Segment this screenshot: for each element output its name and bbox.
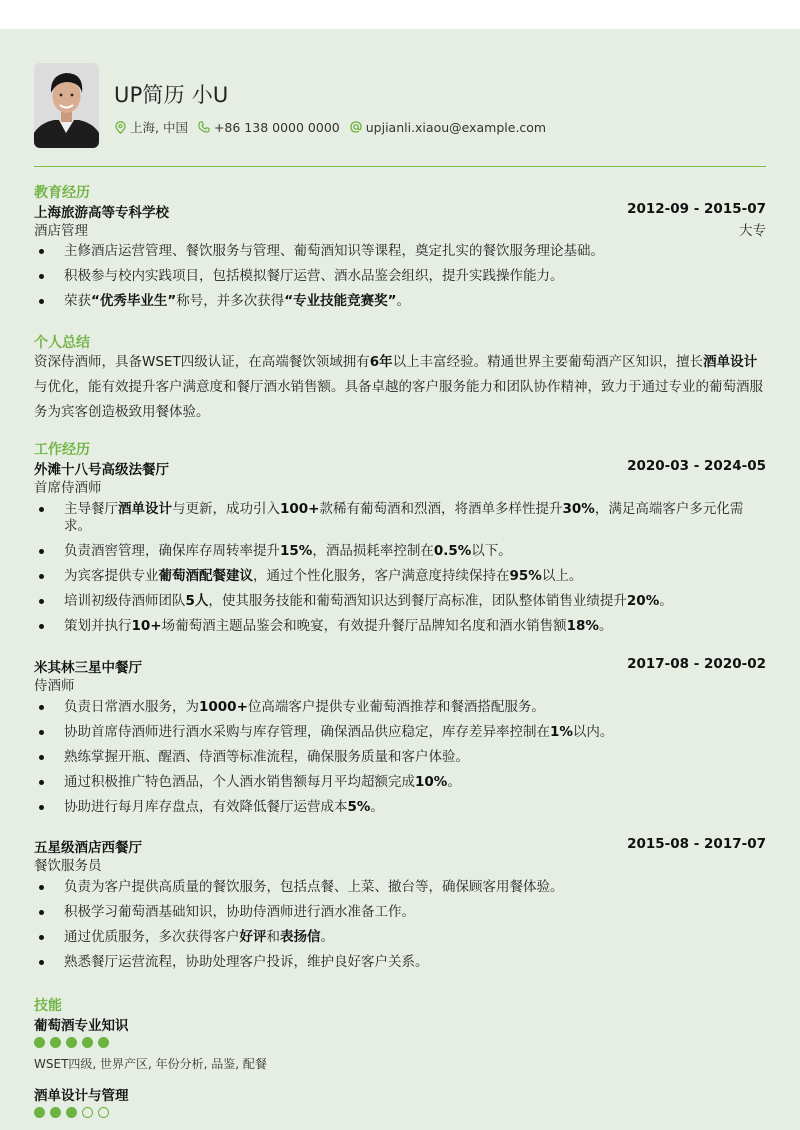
bullet-item [34, 774, 764, 791]
bullet-item [34, 749, 764, 766]
job-row [34, 458, 766, 478]
text-segment: 主导餐厅 [64, 501, 118, 517]
text-segment: 为宾客提供专业 [64, 568, 159, 584]
skill-dot-filled [50, 1037, 61, 1048]
text-segment: 。 [659, 593, 673, 609]
job-bullets [34, 879, 766, 979]
skill-dot-filled [34, 1107, 45, 1118]
job-row [34, 656, 766, 676]
bullet-item [34, 879, 764, 896]
bullet-item [34, 293, 764, 310]
emphasis-text: 18% [566, 618, 599, 634]
bullet-item [34, 268, 764, 285]
job-bullets [34, 501, 766, 643]
text-segment: 负责为客户提供高质量的餐饮服务，包括点餐、上菜、撤台等，确保顾客用餐体验。 [64, 879, 564, 895]
text-segment: 以上丰富经验。精通世界主要葡萄酒产区知识，擅长 [392, 354, 704, 370]
bullet-item [34, 929, 764, 946]
skill-dot-filled [66, 1107, 77, 1118]
skill-dot-empty [82, 1107, 93, 1118]
resume-page [0, 29, 800, 1130]
education-degree: 大专 [739, 223, 766, 239]
text-segment: 积极学习葡萄酒基础知识，协助侍酒师进行酒水准备工作。 [64, 904, 415, 920]
text-segment: 熟悉餐厅运营流程，协助处理客户投诉，维护良好客户关系。 [64, 954, 429, 970]
header-divider [34, 166, 766, 167]
avatar [34, 63, 99, 148]
summary-text [34, 350, 766, 425]
skill-name: 酒单设计与管理 [34, 1088, 129, 1104]
text-segment: 。 [598, 618, 613, 634]
contact-phone[interactable] [198, 120, 340, 135]
emphasis-text: 1% [550, 724, 573, 740]
text-segment: 协助首席侍酒师进行酒水采购与库存管理，确保酒品供应稳定，库存差异率控制在 [64, 724, 550, 740]
resume-header [34, 63, 766, 149]
skill-dot-empty [98, 1107, 109, 1118]
contact-line [115, 118, 556, 136]
text-segment: 以下。 [471, 543, 512, 559]
school-name: 上海旅游高等专科学校 [34, 205, 169, 221]
bullet-item [34, 243, 764, 260]
skill-dot-filled [34, 1037, 45, 1048]
job-dates: 2015-08 - 2017-07 [627, 836, 766, 852]
text-segment: ，通过个性化服务，客户满意度持续保持在 [253, 568, 510, 584]
emphasis-text: 0.5% [433, 543, 472, 559]
emphasis-text: 酒单设计 [703, 354, 758, 370]
text-segment: ，酒品损耗率控制在 [312, 543, 434, 559]
text-segment: 和 [266, 929, 280, 945]
bullet-item [34, 593, 764, 610]
text-segment: 通过优质服务，多次获得客户 [64, 929, 240, 945]
text-segment: 与优化，能有效提升客户满意度和餐厅酒水销售额。具备卓越的客户服务能力和团队协作精神，致力于通过专业的葡萄酒服务为宾客创造极致用餐体验。 [34, 379, 763, 420]
location-pin-icon [115, 121, 126, 134]
text-segment: 协助进行每月库存盘点，有效降低餐厅运营成本 [64, 799, 348, 815]
avatar-photo [34, 63, 99, 148]
emphasis-text: 酒单设计 [118, 501, 172, 517]
job-bullets [34, 699, 766, 824]
emphasis-text: 100+ [280, 501, 320, 517]
emphasis-text: 95% [509, 568, 542, 584]
skill-level-dots [34, 1107, 114, 1118]
job-company: 五星级酒店西餐厅 [34, 840, 142, 856]
text-segment: 。 [320, 929, 334, 945]
emphasis-text: 1000+ [199, 699, 248, 715]
text-segment: 款稀有葡萄酒和烈酒，将酒单多样性提升 [319, 501, 563, 517]
at-sign-icon [350, 121, 362, 133]
bullet-item [34, 954, 764, 971]
text-segment: 与更新，成功引入 [172, 501, 280, 517]
job-row [34, 836, 766, 856]
bullet-item [34, 501, 764, 535]
text-segment: 位高端客户提供专业葡萄酒推荐和餐酒搭配服务。 [247, 699, 545, 715]
job-company: 外滩十八号高级法餐厅 [34, 462, 169, 478]
bullet-item [34, 568, 764, 585]
emphasis-text: 表扬信 [280, 929, 321, 945]
skill-name: 葡萄酒专业知识 [34, 1018, 129, 1034]
job-dates: 2017-08 - 2020-02 [627, 656, 766, 672]
emphasis-text: 5人 [185, 593, 209, 609]
emphasis-text: 20% [626, 593, 660, 609]
education-major: 酒店管理 [34, 223, 88, 239]
text-segment: 荣获 [64, 293, 91, 309]
text-segment: 积极参与校内实践项目，包括模拟餐厅运营、酒水品鉴会组织，提升实践操作能力。 [64, 268, 564, 284]
bullet-item [34, 618, 764, 635]
text-segment: 以上。 [541, 568, 583, 584]
emphasis-text: “优秀毕业生” [91, 293, 177, 309]
text-segment: ，满足高端客户多元化需求。 [64, 501, 744, 534]
emphasis-text: 6年 [369, 354, 393, 370]
skill-dot-filled [50, 1107, 61, 1118]
text-segment: 。 [447, 774, 461, 790]
text-segment: 负责日常酒水服务，为 [64, 699, 199, 715]
job-company: 米其林三星中餐厅 [34, 660, 142, 676]
text-segment: 以内。 [572, 724, 614, 740]
emphasis-text: “专业技能竞赛奖” [284, 293, 397, 309]
text-segment: 。 [396, 293, 410, 309]
bullet-item [34, 904, 764, 921]
text-segment: 场葡萄酒主题品鉴会和晚宴，有效提升餐厅品牌知名度和酒水销售额 [161, 618, 567, 634]
education-dates: 2012-09 - 2015-07 [627, 201, 766, 217]
text-segment: 主修酒店运营管理、餐饮服务与管理、葡萄酒知识等课程，奠定扎实的餐饮服务理论基础。 [64, 243, 604, 259]
skill-dot-filled [82, 1037, 93, 1048]
job-dates: 2020-03 - 2024-05 [627, 458, 766, 474]
emphasis-text: 好评 [239, 929, 267, 945]
candidate-name: UP简历 小U [114, 83, 229, 107]
bullet-item [34, 699, 764, 716]
bullet-item [34, 543, 764, 560]
text-segment: 资深侍酒师，具备WSET四级认证，在高端餐饮领域拥有 [34, 354, 370, 370]
emphasis-text: 30% [562, 501, 595, 517]
text-segment: 培训初级侍酒师团队 [64, 593, 186, 609]
text-segment: 策划并执行 [64, 618, 132, 634]
education-row [34, 201, 766, 221]
emphasis-text: 葡萄酒配餐建议 [158, 568, 253, 584]
text-segment: 。 [370, 799, 384, 815]
location-text: 上海, 中国 [130, 120, 188, 135]
skill-keywords: WSET四级, 世界产区, 年份分析, 品鉴, 配餐 [34, 1057, 267, 1071]
section-title-skills: 技能 [34, 998, 62, 1014]
job-title: 侍酒师 [34, 678, 75, 694]
bullet-item [34, 724, 764, 741]
section-title-work: 工作经历 [34, 442, 90, 458]
job-title: 餐饮服务员 [34, 858, 102, 874]
text-segment: 负责酒窖管理，确保库存周转率提升 [64, 543, 280, 559]
section-title-summary: 个人总结 [34, 335, 90, 351]
contact-email[interactable] [350, 120, 546, 135]
text-segment: 通过积极推广特色酒品，个人酒水销售额每月平均超额完成 [64, 774, 415, 790]
text-segment: 熟练掌握开瓶、醒酒、侍酒等标准流程，确保服务质量和客户体验。 [64, 749, 469, 765]
education-bullets [34, 243, 766, 318]
skill-dot-filled [66, 1037, 77, 1048]
phone-icon [198, 121, 210, 133]
job-title: 首席侍酒师 [34, 480, 102, 496]
emphasis-text: 5% [347, 799, 371, 815]
text-segment: ，使其服务技能和葡萄酒知识达到餐厅高标准，团队整体销售业绩提升 [208, 593, 627, 609]
skill-dot-filled [98, 1037, 109, 1048]
section-title-education: 教育经历 [34, 185, 90, 201]
emphasis-text: 10% [415, 774, 448, 790]
bullet-item [34, 799, 764, 816]
email-text: upjianli.xiaou@example.com [365, 119, 547, 135]
text-segment: 称号，并多次获得 [176, 293, 285, 309]
emphasis-text: 15% [280, 543, 313, 559]
contact-location [115, 118, 188, 136]
skill-level-dots [34, 1037, 114, 1048]
phone-text: +86 138 0000 0000 [213, 119, 340, 135]
emphasis-text: 10+ [131, 618, 162, 634]
